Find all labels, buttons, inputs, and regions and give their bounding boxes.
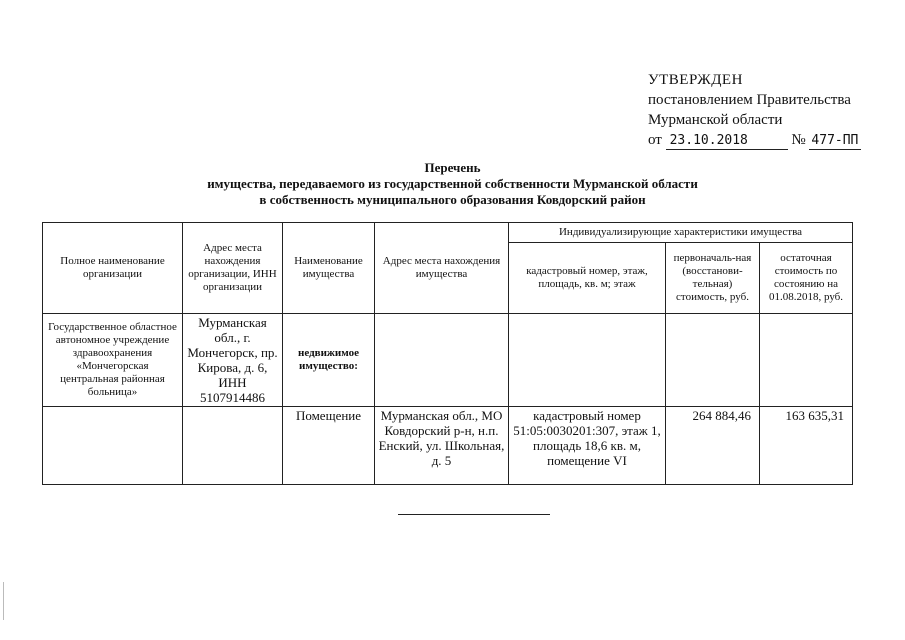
row2-property-address: Мурманская обл., МО Ковдорский р-н, н.п. Енский, ул. Школьная, д. 5 [375,407,509,485]
header-initial-cost: первоначаль-ная (восстанови-тельная) стоимость, руб. [666,243,760,314]
heading-line-2: имущества, передаваемого из государственной собственности Мурманской области [207,176,698,191]
heading-line-1: Перечень [424,160,481,175]
row1-org-name: Государственное областное автономное учреждение здравоохранения «Мончегорская центральная районная больница» [43,314,183,407]
row1-residual-cost [760,314,853,407]
number-prefix: № [791,132,806,148]
approval-date: 23.10.2018 [666,133,788,150]
header-cadastral: кадастровый номер, этаж, площадь, кв. м; этаж [509,243,666,314]
row2-org-name [43,407,183,485]
row1-property-name: недвижимое имущество: [283,314,375,407]
header-org-address: Адрес места нахождения организации, ИНН организации [183,223,283,314]
document-heading [0,160,905,208]
header-row-1 [43,223,853,243]
approval-date-line [648,130,861,150]
row1-org-address: Мурманская обл., г. Мончегорск, пр. Кирова, д. 6, ИНН 5107914486 [183,314,283,407]
approval-number: 477-ПП [809,133,861,150]
scan-mark [3,582,4,620]
approval-line-2: Мурманской области [648,112,783,128]
approval-line-1: постановлением Правительства [648,92,851,108]
header-characteristics: Индивидуализирующие характеристики имущества [509,223,853,243]
row1-property-address [375,314,509,407]
row1-cadastral [509,314,666,407]
heading-line-3: в собственность муниципального образования Ковдорский район [259,192,646,207]
row2-org-address [183,407,283,485]
row2-residual-cost: 163 635,31 [760,407,853,485]
header-property-address: Адрес места нахождения имущества [375,223,509,314]
approval-title: УТВЕРЖДЕН [648,72,743,88]
row1-initial-cost [666,314,760,407]
table-row [43,314,853,407]
closing-line [398,514,550,515]
property-table [42,222,853,485]
row2-cadastral: кадастровый номер 51:05:0030201:307, этаж 1, площадь 18,6 кв. м, помещение VI [509,407,666,485]
header-property-name: Наименование имущества [283,223,375,314]
table-row [43,407,853,485]
date-prefix: от [648,132,662,148]
row2-initial-cost: 264 884,46 [666,407,760,485]
row2-property-name: Помещение [283,407,375,485]
header-residual-cost: остаточная стоимость по состоянию на 01.08.2018, руб. [760,243,853,314]
header-org-name: Полное наименование организации [43,223,183,314]
approval-block [648,70,861,150]
